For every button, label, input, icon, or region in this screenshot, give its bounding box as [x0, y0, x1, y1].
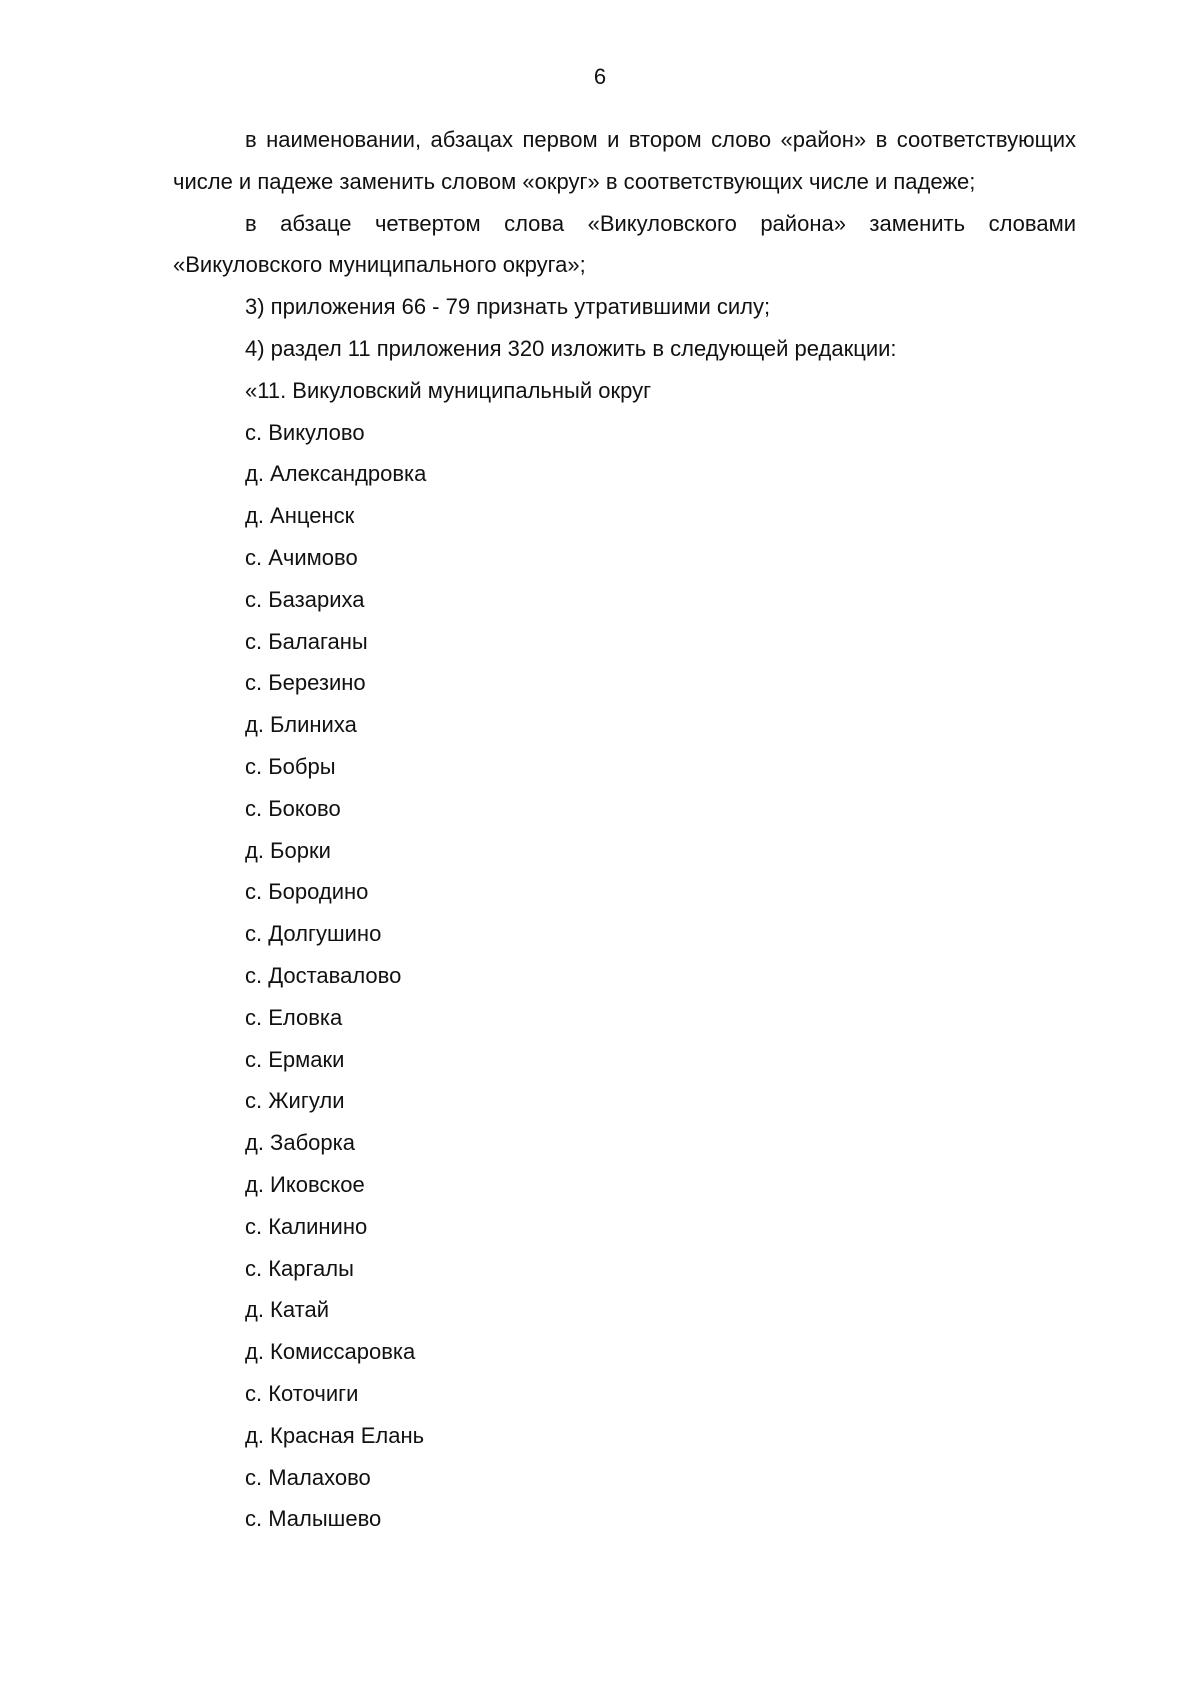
settlement-item: с. Жигули: [245, 1088, 345, 1114]
settlement-item: д. Катай: [245, 1297, 329, 1323]
settlement-item: с. Долгушино: [245, 921, 382, 947]
page-number: 6: [593, 64, 607, 89]
settlement-item: д. Красная Елань: [245, 1422, 425, 1448]
settlement-item: с. Бобры: [245, 753, 336, 779]
settlement-item: д. Борки: [245, 837, 331, 863]
settlement-item: д. Комиссаровка: [245, 1339, 416, 1365]
settlement-item: д. Иковское: [245, 1171, 365, 1197]
item-4-section-revision: 4) раздел 11 приложения 320 изложить в следующей редакции:: [245, 335, 897, 361]
paragraph-rename-district: в наименовании, абзацах первом и втором слово «район» в соответствующих числе и падеже заменить словом «округ» в соответствующих числе и падеже;: [173, 127, 1076, 194]
settlement-item: с. Березино: [245, 670, 366, 696]
settlement-item: с. Малышево: [245, 1506, 382, 1532]
settlement-item: с. Бородино: [245, 879, 369, 905]
settlement-item: с. Малахово: [245, 1464, 371, 1490]
settlement-item: д. Анценск: [245, 503, 355, 529]
settlement-item: д. Блиниха: [245, 712, 357, 738]
settlement-list: [173, 412, 1076, 1541]
settlement-item: д. Заборка: [245, 1130, 355, 1156]
settlement-item: с. Еловка: [245, 1004, 343, 1030]
settlement-item: с. Викулово: [245, 419, 365, 445]
section-11-heading: «11. Викуловский муниципальный округ: [245, 377, 652, 403]
settlement-item: с. Ачимово: [245, 544, 358, 570]
settlement-item: с. Ермаки: [245, 1046, 345, 1072]
settlement-item: с. Каргалы: [245, 1255, 354, 1281]
settlement-item: с. Базариха: [245, 586, 365, 612]
item-3-appendices-void: 3) приложения 66 - 79 признать утратившими силу;: [245, 294, 771, 320]
settlement-item: с. Доставалово: [245, 962, 402, 988]
settlement-item: с. Калинино: [245, 1213, 368, 1239]
settlement-item: с. Балаганы: [245, 628, 368, 654]
document-body: [173, 119, 1076, 1540]
settlement-item: с. Коточиги: [245, 1380, 359, 1406]
settlement-item: с. Боково: [245, 795, 341, 821]
settlement-item: д. Александровка: [245, 461, 427, 487]
paragraph-rename-fourth-section: в абзаце четвертом слова «Викуловского района» заменить словами «Викуловского муниципального округа»;: [173, 210, 1076, 278]
